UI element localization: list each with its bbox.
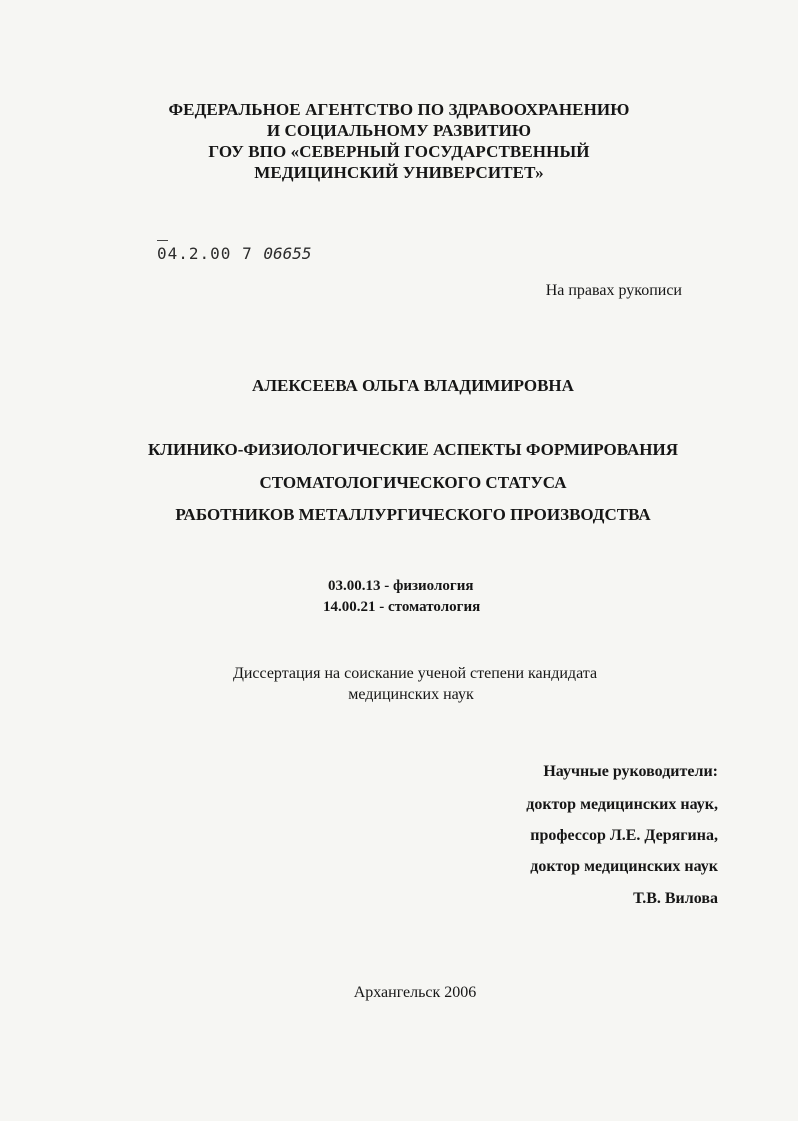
header-line-1: ФЕДЕРАЛЬНОЕ АГЕНТСТВО ПО ЗДРАВООХРАНЕНИЮ bbox=[168, 100, 630, 119]
supervisor-line-2: профессор Л.Е. Дерягина, bbox=[530, 827, 718, 844]
supervisor-line-3: доктор медицинских наук bbox=[530, 858, 718, 875]
header-line-4: МЕДИЦИНСКИЙ УНИВЕРСИТЕТ» bbox=[254, 163, 544, 182]
manuscript-note: На правах рукописи bbox=[545, 282, 682, 299]
specialty-2: 14.00.21 - стоматология bbox=[323, 599, 481, 615]
stamp-mark bbox=[157, 240, 168, 241]
supervisors-heading: Научные руководители: bbox=[543, 763, 718, 780]
header-line-2: И СОЦИАЛЬНОМУ РАЗВИТИЮ bbox=[266, 121, 532, 140]
place-year: Архангельск 2006 bbox=[353, 984, 477, 1001]
title-line-1: КЛИНИКО-ФИЗИОЛОГИЧЕСКИЕ АСПЕКТЫ ФОРМИРОВАНИЯ bbox=[147, 440, 679, 459]
title-line-2: СТОМАТОЛОГИЧЕСКОГО СТАТУСА bbox=[259, 473, 567, 492]
author-name: АЛЕКСЕЕВА ОЛЬГА ВЛАДИМИРОВНА bbox=[252, 376, 574, 395]
supervisor-line-4: Т.В. Вилова bbox=[633, 890, 718, 907]
header-line-3: ГОУ ВПО «СЕВЕРНЫЙ ГОСУДАРСТВЕННЫЙ bbox=[208, 142, 590, 161]
stamp-handwritten-number: 06655 bbox=[263, 244, 312, 263]
specialty-1: 03.00.13 - физиология bbox=[328, 578, 474, 594]
title-line-3: РАБОТНИКОВ МЕТАЛЛУРГИЧЕСКОГО ПРОИЗВОДСТВА bbox=[175, 505, 651, 524]
library-stamp bbox=[157, 244, 312, 263]
stamp-number: 04.2.00 7 bbox=[157, 244, 253, 263]
supervisor-line-1: доктор медицинских наук, bbox=[526, 796, 718, 813]
dissertation-line-2: медицинских наук bbox=[348, 686, 474, 703]
dissertation-line-1: Диссертация на соискание ученой степени кандидата bbox=[232, 665, 598, 682]
